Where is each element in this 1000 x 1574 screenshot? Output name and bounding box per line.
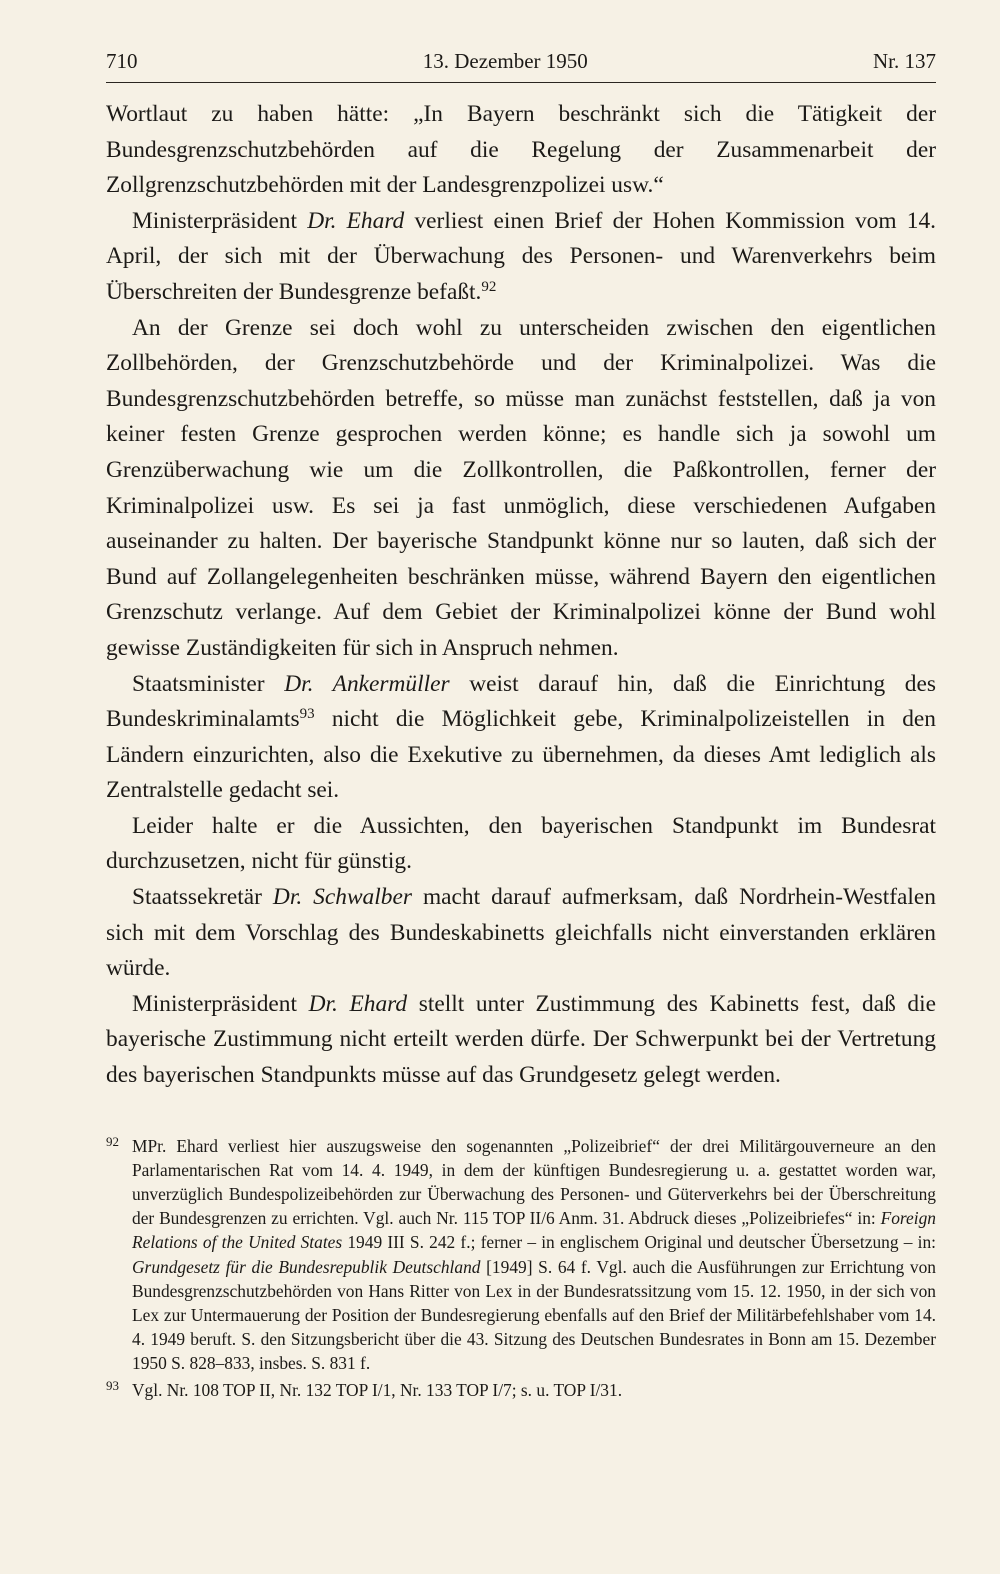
text-run: stellt unter Zustimmung des Kabinetts fest, daß die bayerische Zustimmung nicht erteilt werden dürfe. Der Schwerpunkt bei der Vertretung des bayerischen Standpunkts müsse auf das Grundgesetz gelegt werden.: [106, 990, 936, 1089]
text-run: Ministerpräsident: [132, 990, 309, 1017]
document-page: [106, 44, 936, 1402]
footnote-text: [132, 1134, 936, 1376]
paragraph-1: Wortlaut zu haben hätte: „In Bayern beschränkt sich die Tätigkeit der Bundesgrenzschutzbehörden auf die Regelung der Zusammenarbeit der Zollgrenzschutzbehörden mit der Landesgrenzpolizei usw.“: [106, 101, 936, 199]
footnote-number: 93: [106, 1377, 119, 1393]
running-header: [106, 44, 936, 78]
main-text: [106, 97, 936, 1094]
text-run: verliest einen Brief der Hohen Kommission vom 14. April, der sich mit der Überwachung des Personen- und Warenverkehrs beim Überschreiten der Bundesgrenze befaßt.: [106, 207, 936, 305]
paragraph-2: [106, 204, 936, 311]
text-run: Staatsminister: [132, 670, 285, 697]
speaker-name: Dr. Ehard: [307, 207, 405, 234]
paragraph-7: [106, 987, 936, 1094]
text-run: Ministerpräsident: [132, 207, 308, 234]
footnotes: [106, 1134, 936, 1402]
cited-title: Grundgesetz für die Bundesrepublik Deutschland: [132, 1256, 481, 1277]
cited-title: Foreign Relations of the United States: [132, 1208, 936, 1253]
text-run: macht darauf aufmerksam, daß Nordrhein-Westfalen sich mit dem Vorschlag des Bundeskabinetts gleichfalls nicht einverstanden erklären würde.: [106, 884, 936, 982]
speaker-name: Dr. Ehard: [308, 990, 408, 1017]
footnote-92: [106, 1134, 936, 1376]
text-run: nicht die Möglichkeit gebe, Kriminalpolizeistellen in den Ländern einzurichten, also die Exekutive zu übernehmen, da dieses Amt lediglich als Zentralstelle gedacht sei.: [106, 706, 936, 804]
text-run: weist darauf hin, daß die Einrichtung des Bundeskriminalamts: [106, 670, 936, 733]
footnote-text: Vgl. Nr. 108 TOP II, Nr. 132 TOP I/1, Nr. 133 TOP I/7; s. u. TOP I/31.: [132, 1379, 623, 1400]
text-run: MPr. Ehard verliest hier auszugsweise den sogenannten „Polizeibrief“ der drei Militärgouverneure an den Parlamentarischen Rat vom 14. 4. 1949, in dem der künftigen Bundesregierung u. a. gestattet worden war, unverzüglich Bundespolizeibehörden zur Überwachung des Personen- und Güterverkehrs bei der Überschreitung der Bundesgrenzen zu errichten. Vgl. auch Nr. 115 TOP II/6 Anm. 31. Abdruck dieses „Polizeibriefes“ in:: [132, 1135, 936, 1229]
footnote-93: [106, 1378, 936, 1402]
header-date: 13. Dezember 1950: [422, 49, 588, 73]
footnote-number: 92: [106, 1133, 119, 1149]
text-run: Staatssekretär: [132, 884, 273, 911]
footnote-ref-93[interactable]: 93: [299, 706, 315, 723]
text-run: 1949 III S. 242 f.; ferner – in englischem Original und deutscher Übersetzung – in:: [342, 1232, 936, 1253]
paragraph-6: [106, 880, 936, 987]
footnote-ref-92[interactable]: 92: [481, 278, 497, 295]
paragraph-3: An der Grenze sei doch wohl zu unterscheiden zwischen den eigentlichen Zollbehörden, der Grenzschutzbehörde und der Kriminalpolizei. Was die Bundesgrenzschutzbehörden betreffe, so müsse man zunächst feststellen, daß ja von keiner festen Grenze gesprochen werden könne; es handle sich ja sowohl um Grenzüberwachung wie um die Zollkontrollen, die Paßkontrollen, ferner der Kriminalpolizei usw. Es sei ja fast unmöglich, diese verschiedenen Aufgaben auseinander zu halten. Der bayerische Standpunkt könne nur so lauten, daß sich der Bund auf Zollangelegenheiten beschränken müsse, während Bayern den eigentlichen Grenzschutz verlange. Auf dem Gebiet der Kriminalpolizei könne der Bund wohl gewisse Zuständigkeiten für sich in Anspruch nehmen.: [106, 314, 936, 661]
text-run: [1949] S. 64 f. Vgl. auch die Ausführungen zur Errichtung von Bundesgrenzschutzbehörden von Hans Ritter von Lex in der Bundesratssitzung vom 15. 12. 1950, in der sich von Lex zur Untermauerung der Position der Bundesregierung ebenfalls auf den Brief der Militärbefehlshaber vom 14. 4. 1949 beruft. S. den Sitzungsbericht über die 43. Sitzung des Deutschen Bundesrates in Bonn am 15. Dezember 1950 S. 828–833, insbes. S. 831 f.: [132, 1256, 936, 1374]
speaker-name: Dr. Ankermüller: [284, 670, 450, 697]
paragraph-5: Leider halte er die Aussichten, den bayerischen Standpunkt im Bundesrat durchzusetzen, nicht für günstig.: [106, 812, 936, 875]
speaker-name: Dr. Schwalber: [272, 884, 412, 911]
header-rule: [106, 82, 936, 83]
header-issue-number: Nr. 137: [873, 49, 936, 73]
page-number: 710: [106, 49, 138, 73]
paragraph-4: [106, 667, 936, 809]
